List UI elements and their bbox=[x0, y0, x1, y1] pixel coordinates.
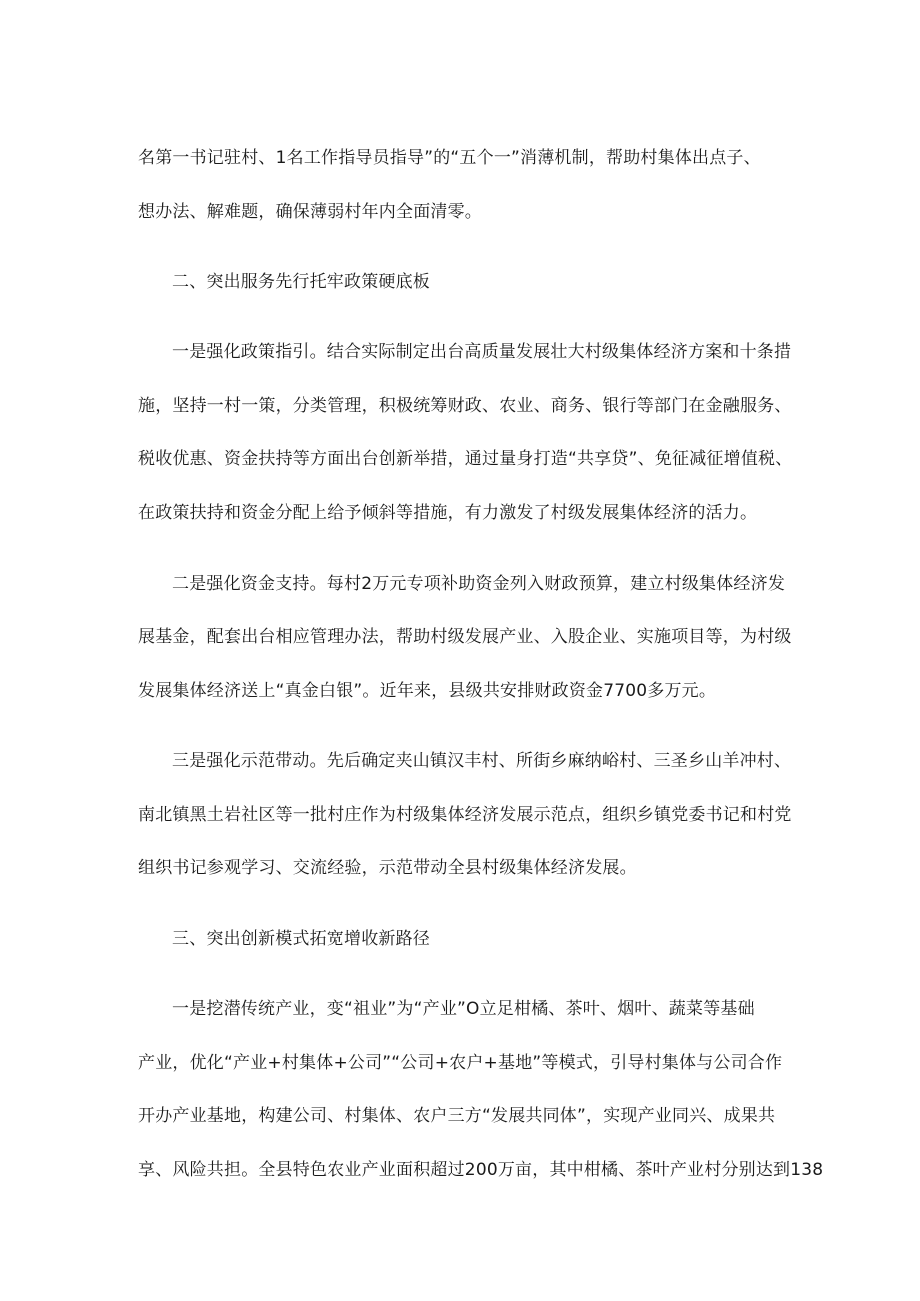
section-heading-3: 三、突出创新模式拓宽增收新路径 bbox=[172, 929, 430, 949]
paragraph-demo-line-1: 三是强化示范带动。先后确定夹山镇汉丰村、所街乡麻纳峪村、三圣乡山羊冲村、 bbox=[172, 751, 792, 771]
paragraph-policy-line-4: 在政策扶持和资金分配上给予倾斜等措施，有力激发了村级发展集体经济的活力。 bbox=[138, 503, 758, 523]
section-heading-2: 二、突出服务先行托牢政策硬底板 bbox=[172, 272, 430, 292]
paragraph-funding-line-2: 展基金，配套出台相应管理办法，帮助村级发展产业、入股企业、实施项目等，为村级 bbox=[138, 627, 792, 647]
text-line-continuation: 名第一书记驻村、1名工作指导员指导”的“五个一”消薄机制，帮助村集体出点子、 bbox=[138, 148, 761, 168]
paragraph-demo-line-2: 南北镇黑土岩社区等一批村庄作为村级集体经济发展示范点，组织乡镇党委书记和村党 bbox=[138, 805, 792, 825]
paragraph-industry-line-3: 开办产业基地，构建公司、村集体、农户三方“发展共同体”，实现产业同兴、成果共 bbox=[138, 1106, 776, 1126]
paragraph-funding-line-3: 发展集体经济送上“真金白银”。近年来，县级共安排财政资金7700多万元。 bbox=[138, 681, 717, 701]
paragraph-demo-line-3: 组织书记参观学习、交流经验，示范带动全县村级集体经济发展。 bbox=[138, 858, 637, 878]
paragraph-policy-line-1: 一是强化政策指引。结合实际制定出台高质量发展壮大村级集体经济方案和十条措 bbox=[172, 342, 792, 362]
paragraph-policy-line-3: 税收优惠、资金扶持等方面出台创新举措，通过量身打造“共享贷”、免征减征增值税、 bbox=[138, 449, 793, 469]
text-line: 想办法、解难题，确保薄弱村年内全面清零。 bbox=[138, 202, 482, 222]
paragraph-funding-line-1: 二是强化资金支持。每村2万元专项补助资金列入财政预算，建立村级集体经济发 bbox=[172, 574, 786, 594]
paragraph-industry-line-2: 产业，优化“产业+村集体+公司”“公司+农户+基地”等模式，引导村集体与公司合作 bbox=[138, 1053, 783, 1073]
paragraph-industry-line-1: 一是挖潜传统产业，变“祖业”为“产业”O立足柑橘、茶叶、烟叶、蔬菜等基础 bbox=[172, 999, 755, 1019]
paragraph-industry-line-4: 享、风险共担。全县特色农业产业面积超过200万亩，其中柑橘、茶叶产业村分别达到138 bbox=[138, 1160, 824, 1180]
paragraph-policy-line-2: 施，坚持一村一策，分类管理，积极统筹财政、农业、商务、银行等部门在金融服务、 bbox=[138, 396, 792, 416]
